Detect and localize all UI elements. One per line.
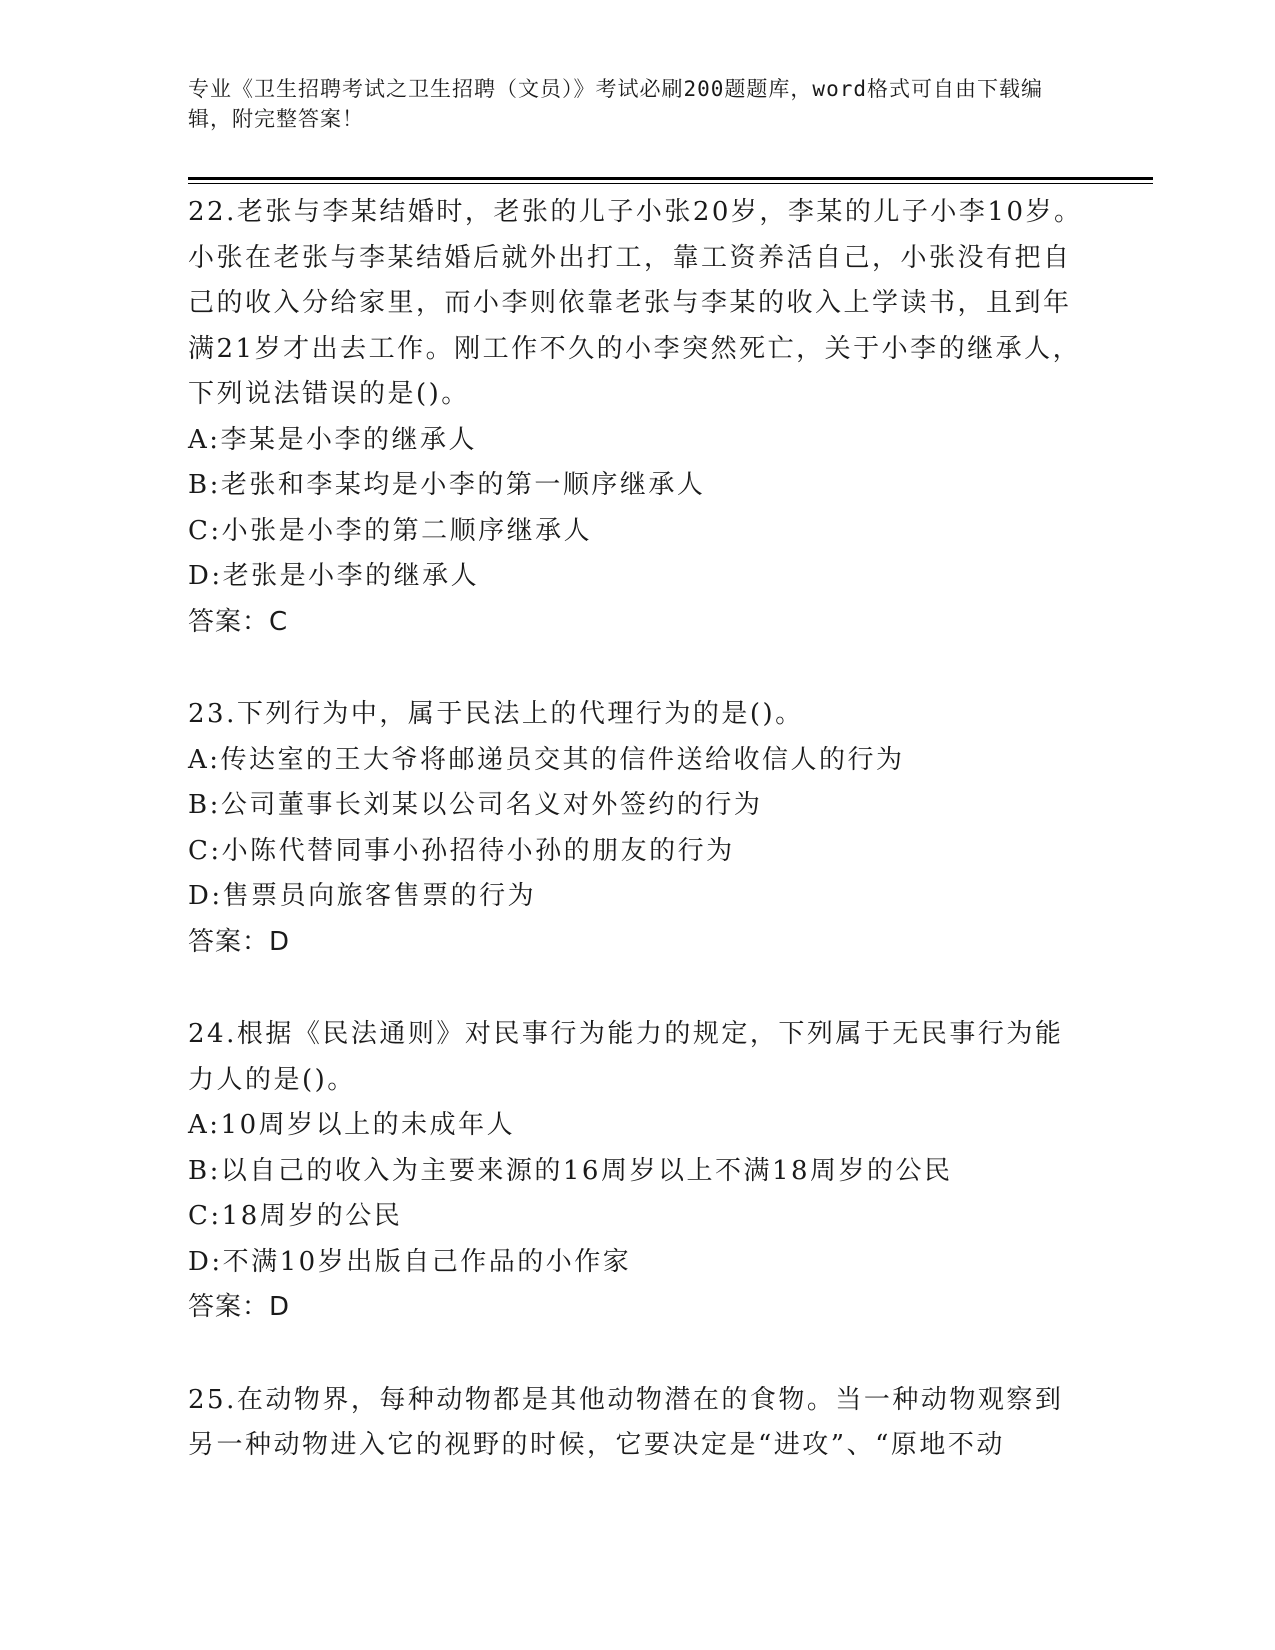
option-a: A:10周岁以上的未成年人 — [188, 1110, 516, 1140]
option-c: C:18周岁的公民 — [188, 1201, 403, 1231]
question-23 — [188, 692, 1083, 965]
question-stem: 25.在动物界，每种动物都是其他动物潜在的食物。当一种动物观察到另一种动物进入它的视野的时候，它要决定是“进攻”、“原地不动 — [188, 1384, 1064, 1460]
question-22 — [188, 190, 1083, 645]
question-stem: 22.老张与李某结婚时，老张的儿子小张20岁，李某的儿子小李10岁。小张在老张与李某结婚后就外出打工，靠工资养活自己，小张没有把自己的收入分给家里，而小李则依靠老张与李某的收入上学读书，且到年满21岁才出去工作。刚工作不久的小李突然死亡，关于小李的继承人，下列说法错误的是()。 — [188, 197, 1083, 409]
document-header: 专业《卫生招聘考试之卫生招聘（文员）》考试必刷200题题库，word格式可自由下载编辑，附完整答案！ — [188, 77, 1043, 131]
option-d: D:不满10岁出版自己作品的小作家 — [188, 1246, 632, 1277]
option-c: C:小陈代替同事小孙招待小孙的朋友的行为 — [188, 835, 735, 866]
option-a: A:传达室的王大爷将邮递员交其的信件送给收信人的行为 — [188, 744, 905, 775]
header-rule-thin — [188, 183, 1153, 184]
question-stem: 23.下列行为中，属于民法上的代理行为的是()。 — [188, 699, 804, 729]
question-stem: 24.根据《民法通则》对民事行为能力的规定，下列属于无民事行为能力人的是()。 — [188, 1019, 1064, 1095]
option-b: B:以自己的收入为主要来源的16周岁以上不满18周岁的公民 — [188, 1155, 953, 1186]
answer: 答案：C — [188, 606, 289, 637]
option-b: B:老张和李某均是小李的第一顺序继承人 — [188, 470, 706, 500]
option-b: B:公司董事长刘某以公司名义对外签约的行为 — [188, 790, 763, 820]
option-c: C:小张是小李的第二顺序继承人 — [188, 515, 593, 546]
questions-list — [188, 190, 1083, 1516]
option-d: D:售票员向旅客售票的行为 — [188, 881, 537, 911]
answer: 答案：D — [188, 1292, 291, 1322]
question-24 — [188, 1012, 1083, 1331]
answer: 答案：D — [188, 926, 291, 957]
option-d: D:老张是小李的继承人 — [188, 561, 480, 591]
option-a: A:李某是小李的继承人 — [188, 424, 478, 455]
header-rule-thick — [188, 177, 1153, 180]
question-25 — [188, 1378, 1083, 1469]
